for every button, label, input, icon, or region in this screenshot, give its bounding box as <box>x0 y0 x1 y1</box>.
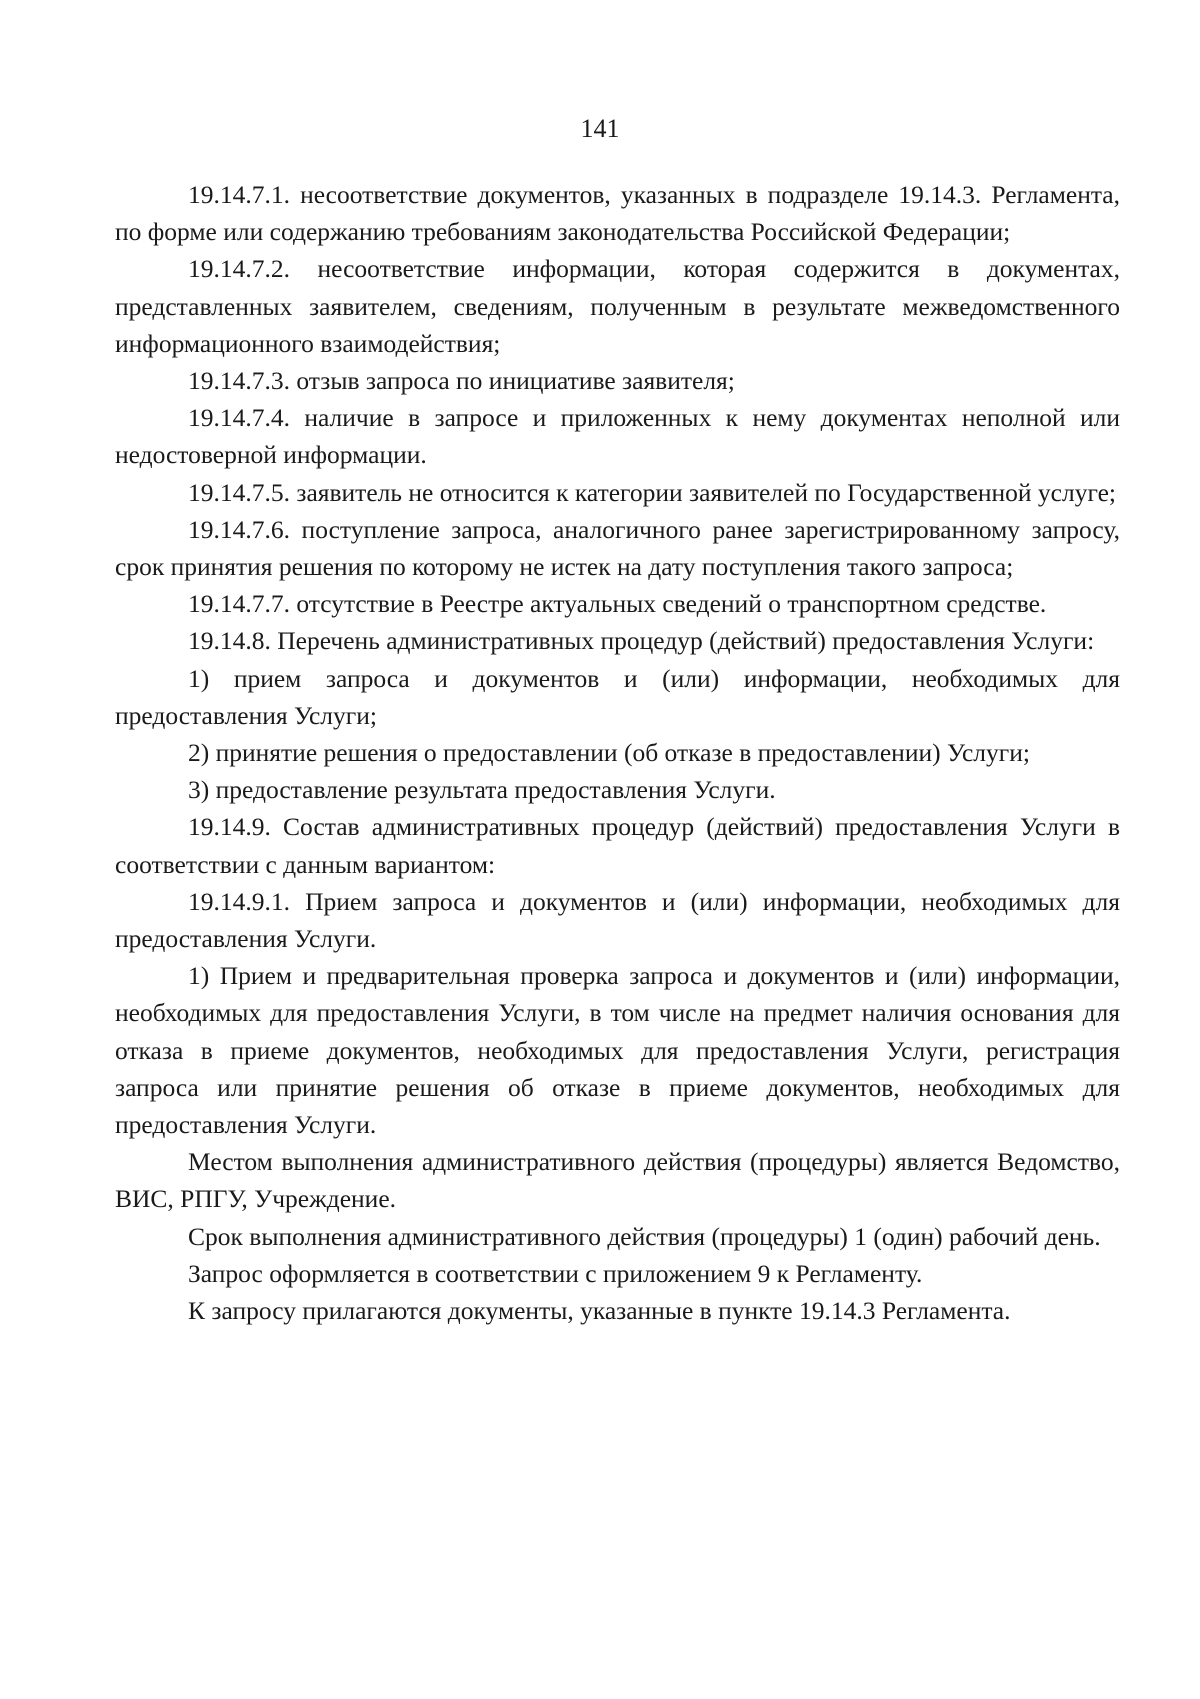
document-body <box>115 176 1120 1329</box>
procedure-duration: Срок выполнения административного действия (процедуры) 1 (один) рабочий день. <box>188 1221 1101 1251</box>
paragraph-19-14-7-5: 19.14.7.5. заявитель не относится к категории заявителей по Государственной услуге; <box>188 477 1116 507</box>
paragraph-19-14-7-4: 19.14.7.4. наличие в запросе и приложенных к нему документах неполной или недостоверной информации. <box>115 403 1120 470</box>
paragraph-19-14-7-3: 19.14.7.3. отзыв запроса по инициативе заявителя; <box>188 366 735 396</box>
list-item-2: 2) принятие решения о предоставлении (об отказе в предоставлении) Услуги; <box>188 738 1030 768</box>
paragraph-19-14-7-2: 19.14.7.2. несоответствие информации, которая содержится в документах, представленных заявителем, сведениям, полученным в результате межведомственного информационного взаимодействия; <box>115 254 1120 358</box>
procedure-location: Местом выполнения административного действия (процедуры) является Ведомство, ВИС, РПГУ, Учреждение. <box>115 1147 1120 1214</box>
list-item-1: 1) прием запроса и документов и (или) информации, необходимых для предоставления Услуги; <box>115 663 1120 730</box>
paragraph-19-14-7-1: 19.14.7.1. несоответствие документов, указанных в подразделе 19.14.3. Регламента, по форме или содержанию требованиям законодательства Российской Федерации; <box>115 180 1120 247</box>
page-number: 141 <box>580 114 620 143</box>
paragraph-19-14-7-7: 19.14.7.7. отсутствие в Реестре актуальных сведений о транспортном средстве. <box>188 589 1047 619</box>
request-form-note: Запрос оформляется в соответствии с приложением 9 к Регламенту. <box>188 1258 923 1288</box>
attached-documents-note: К запросу прилагаются документы, указанные в пункте 19.14.3 Регламента. <box>188 1296 1011 1326</box>
procedure-step-1: 1) Прием и предварительная проверка запроса и документов и (или) информации, необходимых для предоставления Услуги, в том числе на предмет наличия основания для отказа в приеме документов, необходимых для предоставления Услуги, регистрация запроса или принятие решения об отказе в приеме документов, необходимых для предоставления Услуги. <box>115 961 1120 1140</box>
paragraph-19-14-7-6: 19.14.7.6. поступление запроса, аналогичного ранее зарегистрированному запросу, срок принятия решения по которому не истек на дату поступления такого запроса; <box>115 514 1120 582</box>
paragraph-19-14-8: 19.14.8. Перечень административных процедур (действий) предоставления Услуги: <box>188 626 1095 656</box>
paragraph-19-14-9-1: 19.14.9.1. Прием запроса и документов и (или) информации, необходимых для предоставления Услуги. <box>115 886 1120 954</box>
list-item-3: 3) предоставление результата предоставления Услуги. <box>188 775 776 805</box>
paragraph-19-14-9: 19.14.9. Состав административных процедур (действий) предоставления Услуги в соответствии с данным вариантом: <box>115 812 1120 879</box>
